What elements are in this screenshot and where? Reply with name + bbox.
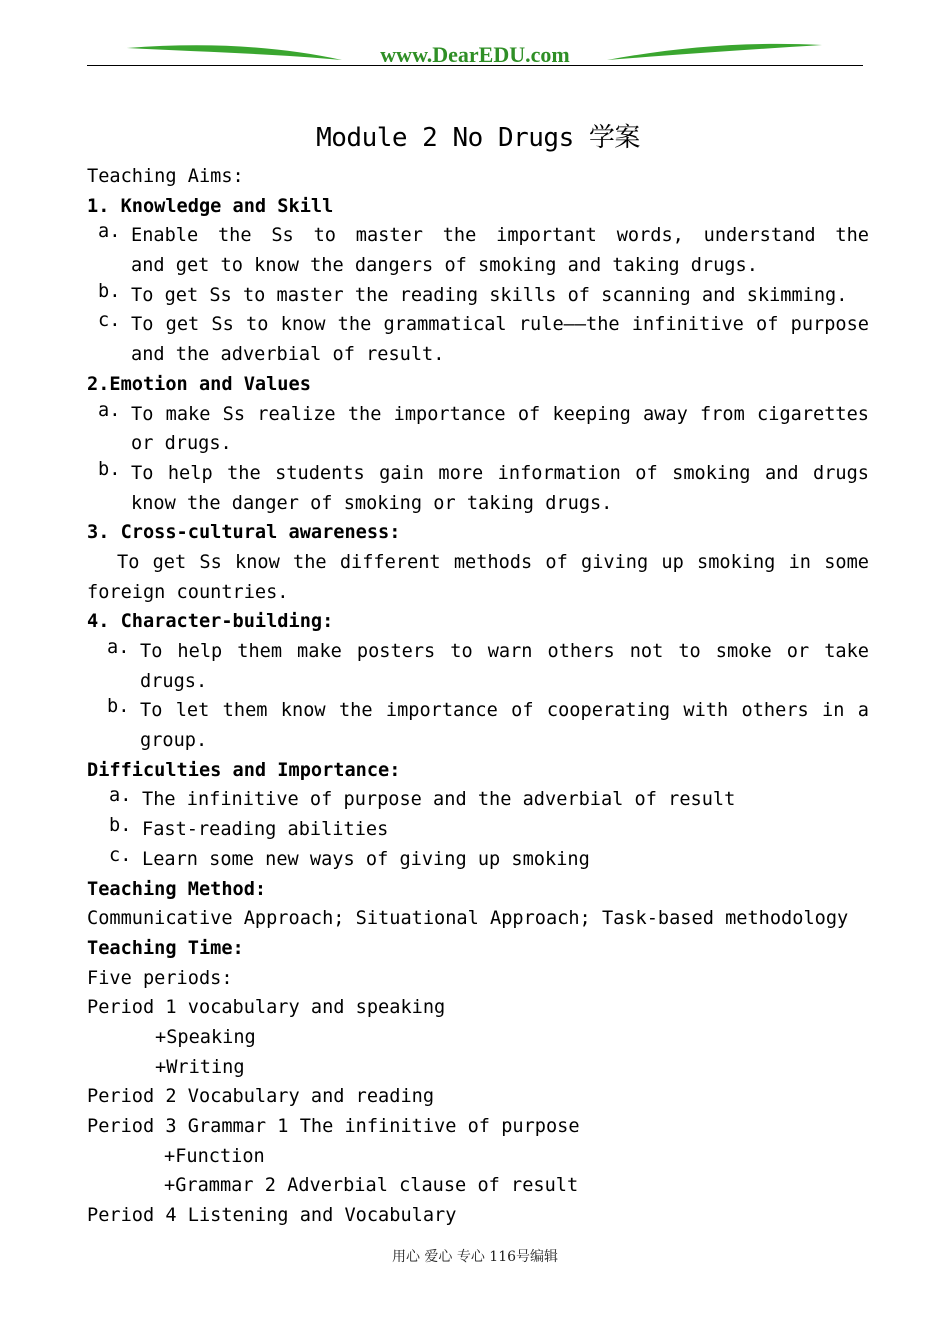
paragraph-line: foreign countries. [87, 581, 289, 603]
page-footer: 用心 爱心 专心 116号编辑 [391, 1249, 559, 1265]
list-text: To help the students gain more information of smoking and drugs [131, 462, 869, 484]
list-text: Learn some new ways of giving up smoking [142, 848, 590, 870]
schedule-line: +Function [164, 1145, 265, 1167]
list-label: a. [98, 399, 121, 421]
list-text: To get Ss to know the grammatical rule——the infinitive of purpose [131, 314, 869, 336]
header-divider [87, 65, 863, 66]
list-text: Fast-reading abilities [142, 819, 389, 841]
list-label: a. [107, 637, 130, 658]
list-label: b. [98, 458, 121, 480]
list-text: group. [140, 730, 208, 752]
list-item [87, 221, 869, 280]
list-item [87, 310, 869, 369]
list-text: The infinitive of purpose and the adverbial of result [142, 789, 736, 811]
list-text: or drugs. [131, 433, 232, 455]
list-item [87, 785, 869, 815]
list-text: and the adverbial of result. [131, 344, 445, 366]
list-item [87, 815, 869, 845]
schedule-line: +Speaking [155, 1026, 256, 1048]
list-label: a. [98, 221, 121, 243]
list-text: To make Ss realize the importance of keeping away from cigarettes [131, 403, 869, 425]
page-title: Module 2 No Drugs 学案 [316, 123, 640, 153]
list-label: b. [98, 280, 121, 302]
list-item [87, 637, 869, 696]
schedule-line: Period 4 Listening and Vocabulary [87, 1205, 457, 1227]
character-building-heading: 4. Character-building: [87, 611, 334, 633]
cross-cultural-heading: 3. Cross-cultural awareness: [87, 522, 401, 544]
list-item [87, 696, 869, 755]
schedule-line: +Grammar 2 Adverbial clause of result [164, 1175, 579, 1197]
list-label: c. [98, 310, 121, 332]
list-item [87, 845, 869, 875]
document-body [87, 118, 869, 1231]
teaching-aims-heading: Teaching Aims: [87, 166, 244, 187]
list-text: and get to know the dangers of smoking and taking drugs. [131, 255, 758, 277]
difficulties-heading: Difficulties and Importance: [87, 759, 401, 781]
list-item [87, 459, 869, 518]
list-item [87, 400, 869, 459]
teaching-method-text: Communicative Approach; Situational Approach; Task-based methodology [87, 908, 849, 930]
knowledge-skill-heading: 1. Knowledge and Skill [87, 195, 334, 217]
list-text: To help them make posters to warn others not to smoke or take [140, 641, 869, 662]
list-text: To let them know the importance of cooperating with others in a [140, 700, 869, 722]
emotion-values-heading: 2.Emotion and Values [87, 373, 311, 395]
list-label: c. [109, 844, 132, 866]
list-label: a. [109, 785, 132, 807]
teaching-time-heading: Teaching Time: [87, 937, 244, 959]
list-text: Enable the Ss to master the important words, understand the [131, 225, 869, 247]
list-label: b. [109, 815, 132, 837]
site-name: www.DearEDU.com [380, 42, 570, 67]
schedule-line: Period 1 vocabulary and speaking [87, 997, 446, 1019]
paragraph-line: To get Ss know the different methods of giving up smoking in some [117, 551, 869, 573]
list-text: know the danger of smoking or taking drugs. [131, 492, 613, 514]
list-text: To get Ss to master the reading skills of scanning and skimming. [131, 284, 848, 306]
schedule-line: +Writing [155, 1056, 245, 1078]
teaching-method-heading: Teaching Method: [87, 878, 267, 900]
list-text: drugs. [140, 670, 208, 692]
list-label: b. [107, 696, 130, 718]
schedule-line: Period 3 Grammar 1 The infinitive of purpose [87, 1116, 580, 1137]
schedule-line: Period 2 Vocabulary and reading [87, 1086, 435, 1108]
schedule-line: Five periods: [87, 967, 233, 989]
list-item [87, 281, 869, 311]
